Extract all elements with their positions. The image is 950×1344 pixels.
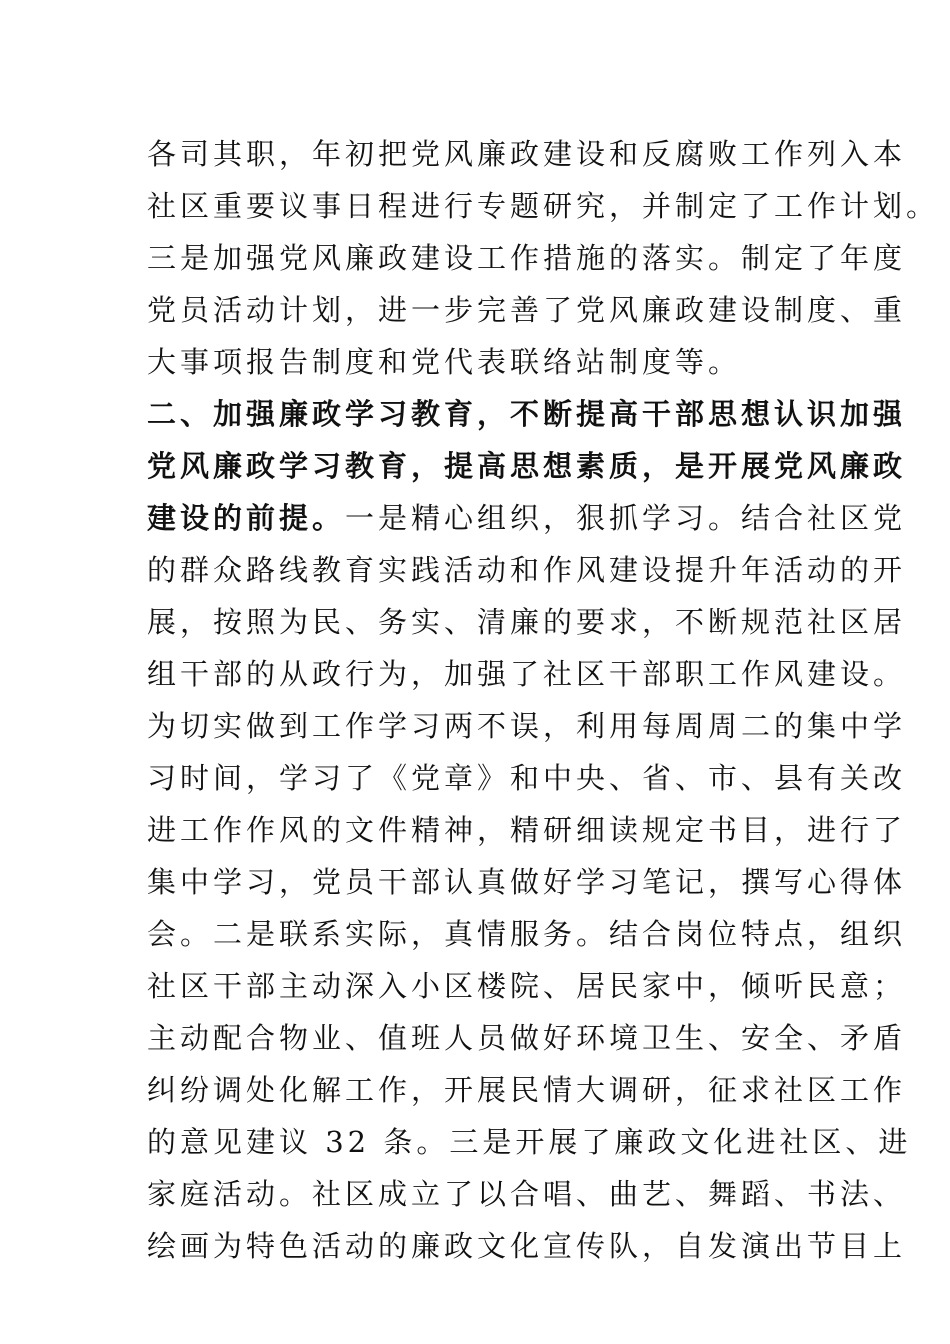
text-line: 习时间，学习了《党章》和中央、省、市、县有关改	[147, 761, 907, 795]
text-line: 建设的前提。一是精心组织，狠抓学习。结合社区党	[147, 501, 907, 535]
text-line: 纠纷调处化解工作，开展民情大调研，征求社区工作	[147, 1073, 907, 1107]
text-line: 社区重要议事日程进行专题研究，并制定了工作计划。	[147, 189, 940, 223]
text-line: 家庭活动。社区成立了以合唱、曲艺、舞蹈、书法、	[147, 1177, 907, 1211]
text-line: 为切实做到工作学习两不误，利用每周周二的集中学	[147, 709, 907, 743]
text-line: 党员活动计划，进一步完善了党风廉政建设制度、重	[147, 293, 907, 327]
section-heading: 建设的前提。	[147, 501, 346, 535]
section-heading-line	[147, 440, 907, 492]
section-heading: 党风廉政学习教育，提高思想素质，是开展党风廉政	[147, 449, 907, 483]
text-line: 绘画为特色活动的廉政文化宣传队，自发演出节目上	[147, 1229, 907, 1263]
section-heading-line	[147, 388, 907, 440]
text-line: 会。二是联系实际，真情服务。结合岗位特点，组织	[147, 917, 907, 951]
section-heading: 二、加强廉政学习教育，不断提高干部思想认识加强	[147, 397, 907, 431]
body-text	[147, 128, 940, 1272]
text-line: 社区干部主动深入小区楼院、居民家中，倾听民意；	[147, 969, 907, 1003]
text-line: 进工作作风的文件精神，精研细读规定书目，进行了	[147, 813, 907, 847]
text-line: 各司其职，年初把党风廉政建设和反腐败工作列入本	[147, 137, 907, 171]
text-line: 主动配合物业、值班人员做好环境卫生、安全、矛盾	[147, 1021, 907, 1055]
text-line: 大事项报告制度和党代表联络站制度等。	[147, 345, 742, 379]
text-line: 组干部的从政行为，加强了社区干部职工作风建设。	[147, 657, 907, 691]
text-line: 集中学习，党员干部认真做好学习笔记，撰写心得体	[147, 865, 907, 899]
text-line: 展，按照为民、务实、清廉的要求，不断规范社区居	[147, 605, 907, 639]
text-line: 三是加强党风廉政建设工作措施的落实。制定了年度	[147, 241, 907, 275]
text-line: 的群众路线教育实践活动和作风建设提升年活动的开	[147, 553, 907, 587]
text-line: 的意见建议 32 条。三是开展了廉政文化进社区、进	[147, 1125, 912, 1159]
